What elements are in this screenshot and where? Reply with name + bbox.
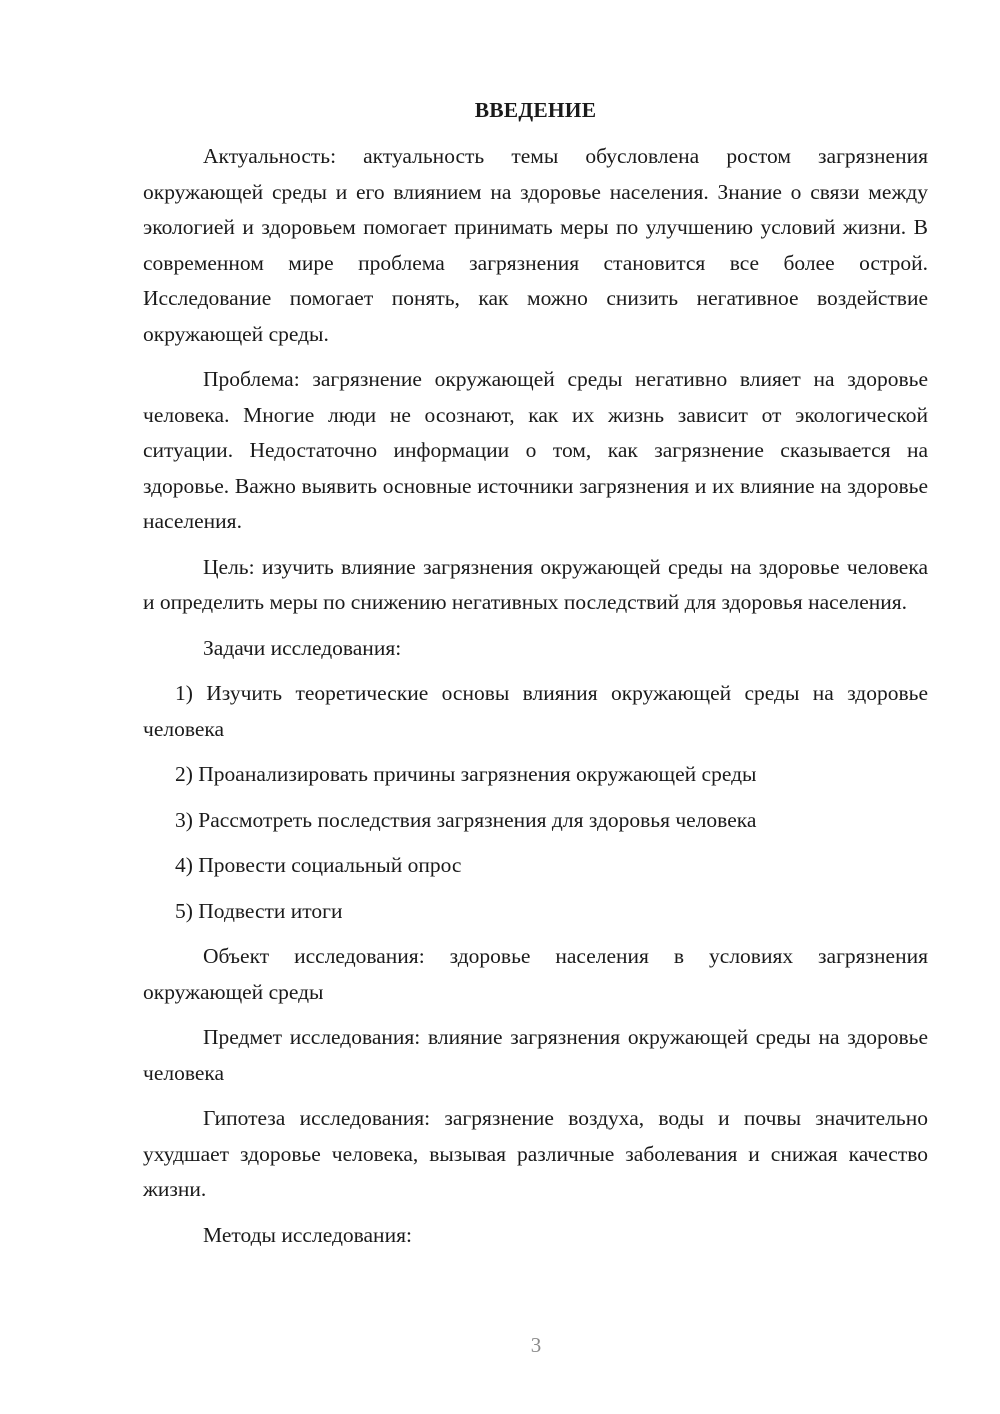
section-title: ВВЕДЕНИЕ bbox=[474, 98, 597, 122]
task-item: 2) Проанализировать причины загрязнения окружающей среды bbox=[175, 762, 757, 786]
task-item: 3) Рассмотреть последствия загрязнения для здоровья человека bbox=[175, 807, 757, 832]
paragraph-methods: Методы исследования: bbox=[203, 1222, 412, 1247]
task-item: 5) Подвести итоги bbox=[175, 898, 343, 923]
paragraph-relevance: Актуальность: актуальность темы обусловлена ростом загрязнения окружающей среды и его влиянием на здоровье населения. Знание о связи между экологией и здоровьем помогает принимать меры по улучшению условий жизни. В современном мире проблема загрязнения становится все более острой. Исследование помогает понять, как можно снизить негативное воздействие окружающей среды. bbox=[143, 144, 928, 346]
paragraph-problem: Проблема: загрязнение окружающей среды негативно влияет на здоровье человека. Многие люди не осознают, как их жизнь зависит от экологической ситуации. Недостаточно информации о том, как загрязнение сказывается на здоровье. Важно выявить основные источники загрязнения и их влияние на здоровье населения. bbox=[143, 367, 928, 533]
paragraph-goal: Цель: изучить влияние загрязнения окружающей среды на здоровье человека и определить меры по снижению негативных последствий для здоровья населения. bbox=[143, 554, 928, 614]
paragraph-object: Объект исследования: здоровье населения в условиях загрязнения окружающей среды bbox=[143, 944, 928, 1004]
task-item: 1) Изучить теоретические основы влияния окружающей среды на здоровье человека bbox=[143, 681, 928, 741]
paragraph-hypothesis: Гипотеза исследования: загрязнение воздуха, воды и почвы значительно ухудшает здоровье человека, вызывая различные заболевания и снижая качество жизни. bbox=[143, 1106, 928, 1201]
paragraph-subject: Предмет исследования: влияние загрязнения окружающей среды на здоровье человека bbox=[143, 1025, 928, 1085]
task-item: 4) Провести социальный опрос bbox=[175, 853, 462, 877]
page-number: 3 bbox=[530, 1333, 542, 1357]
paragraph-tasks-heading: Задачи исследования: bbox=[203, 635, 402, 660]
document-page bbox=[143, 92, 928, 1263]
